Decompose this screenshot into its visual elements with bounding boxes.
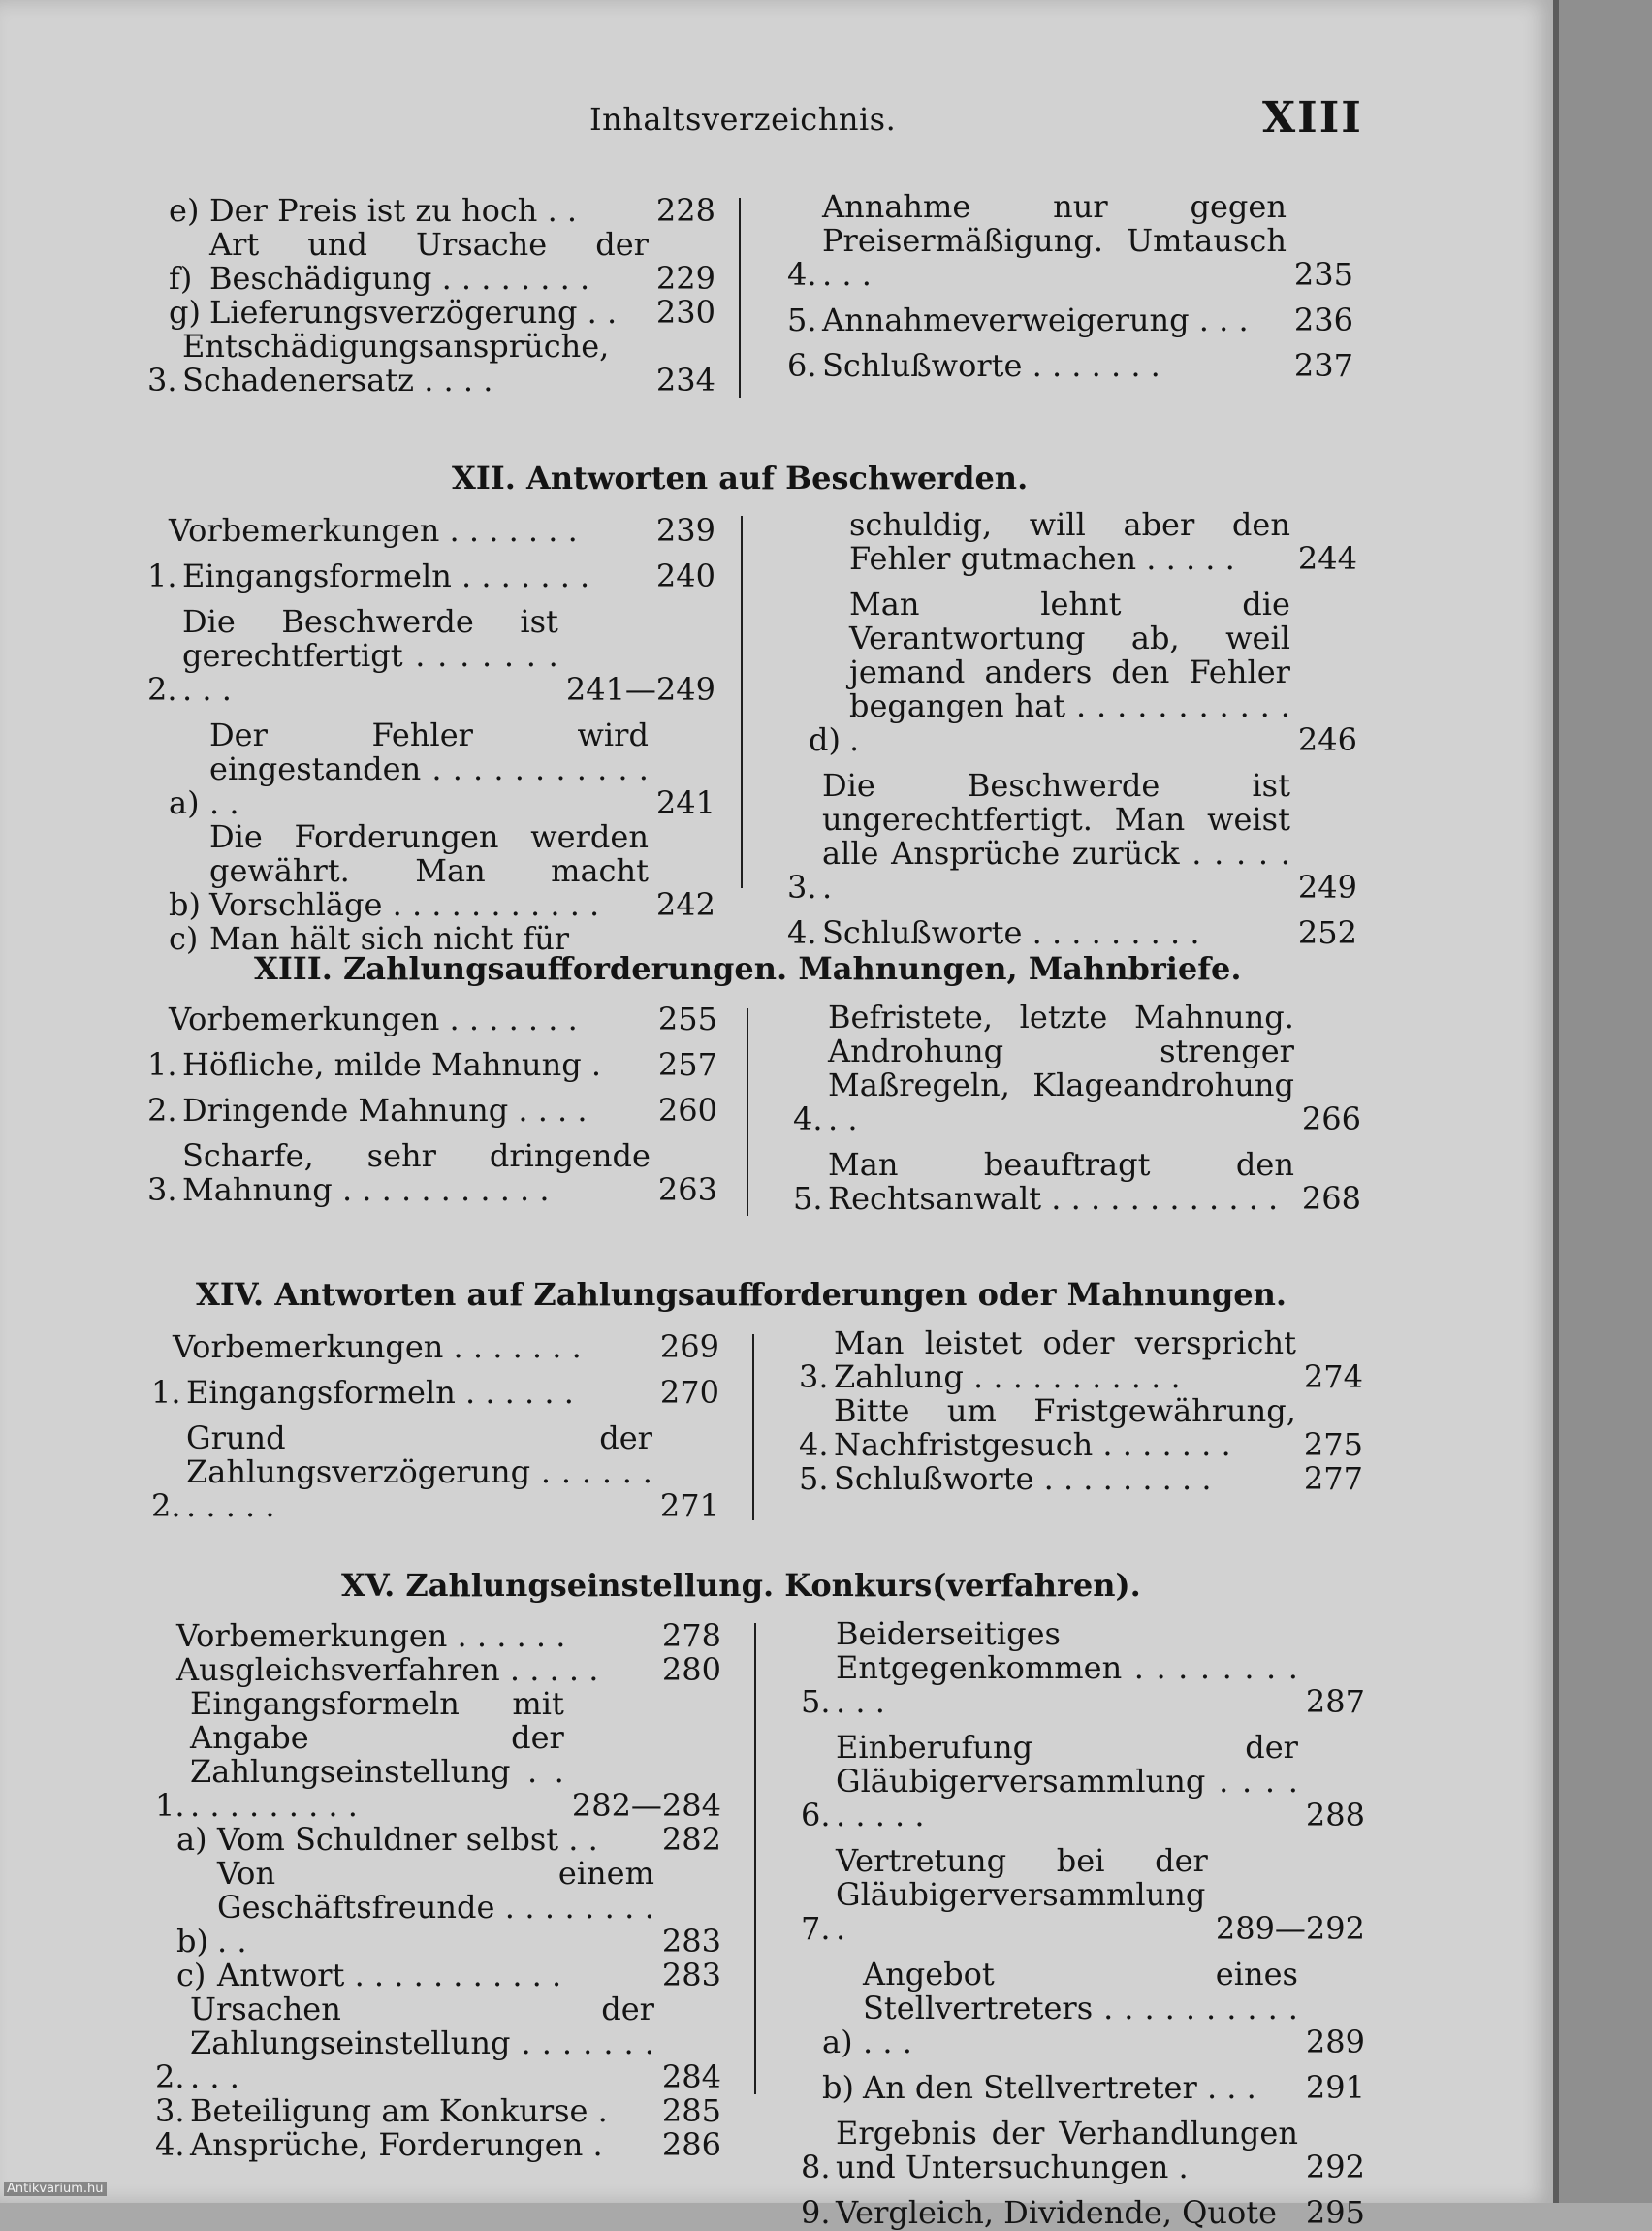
toc-entry: f) Art und Ursache der Beschädigung . . . . . . . . 229 <box>169 226 715 297</box>
toc-entry: 5. Man beauftragt den Rechtsanwalt . . . . . . . . . . . . 268 <box>793 1146 1361 1217</box>
section-xii-left-column <box>147 514 715 956</box>
column-divider <box>747 1008 748 1216</box>
page-number: XIII <box>1262 93 1363 143</box>
toc-entry: c) Antwort . . . . . . . . . . . 283 <box>176 1957 721 1993</box>
section-xv-left-column <box>155 1619 721 2162</box>
toc-entry: 4. Ansprüche, Forderungen . 286 <box>155 2126 721 2163</box>
toc-entry: 7. Vertretung bei der Gläubigerversammlung . 289—292 <box>801 1842 1365 1947</box>
section-heading-xv: XV. Zahlungseinstellung. Konkurs(verfahren). <box>341 1567 1141 1604</box>
toc-entry: 5. Annahmeverweigerung . . . 236 <box>787 302 1353 338</box>
section-xii-right-column <box>787 508 1357 950</box>
section-xv-right-column <box>801 1617 1365 2230</box>
column-divider <box>741 516 743 888</box>
toc-entry: b) Von einem Geschäftsfreunde . . . . . . . . . . 283 <box>176 1855 721 1960</box>
section-xiii-left-column <box>147 1003 717 1207</box>
section-heading-xii: XII. Antworten auf Beschwerden. <box>452 460 1029 496</box>
section-xiv-right-column <box>799 1326 1363 1496</box>
column-divider <box>752 1334 754 1520</box>
section-xiii-right-column <box>793 1001 1361 1216</box>
toc-entry: 5. Schlußworte . . . . . . . . . 277 <box>799 1460 1363 1497</box>
toc-entry: Vorbemerkungen . . . . . . . 255 <box>169 1001 717 1037</box>
section-xiv-left-column <box>151 1330 719 1523</box>
toc-entry: Vorbemerkungen . . . . . . . 269 <box>173 1328 719 1365</box>
toc-entry: 3. Die Beschwerde ist ungerechtfertigt. Man weist alle Ansprüche zurück . . . . . . 249 <box>787 767 1357 906</box>
toc-entry: b) Die Forderungen werden gewährt. Man macht Vorschläge . . . . . . . . . . . 242 <box>169 818 715 923</box>
toc-entry: a) Angebot eines Stellvertreters . . . . . . . . . . . . . 289 <box>822 1956 1365 2060</box>
toc-entry: 3. Beteiligung am Konkurse . 285 <box>155 2092 721 2129</box>
toc-entry: 1. Eingangsformeln . . . . . . 270 <box>151 1374 719 1411</box>
toc-entry: 4. Annahme nur gegen Preisermäßigung. Umtausch . . . 235 <box>787 188 1353 293</box>
toc-entry: 2. Dringende Mahnung . . . . 260 <box>147 1092 717 1129</box>
toc-entry: Ausgleichsverfahren . . . . . 280 <box>176 1651 721 1688</box>
toc-entry: 3. Man leistet oder verspricht Zahlung . . . . . . . . . . . 274 <box>799 1324 1363 1395</box>
section-heading-xiii: XIII. Zahlungsaufforderungen. Mahnungen, Mahnbriefe. <box>254 950 1242 987</box>
toc-entry: 2. Grund der Zahlungsverzögerung . . . . . . . . . . . 271 <box>151 1419 719 1524</box>
toc-entry: 1. Höfliche, milde Mahnung . 257 <box>147 1046 717 1083</box>
toc-entry: 1. Eingangsformeln mit Angabe der Zahlungseinstellung . . . . . . . . . . . 282—284 <box>155 1685 721 1824</box>
running-title: Inhaltsverzeichnis. <box>589 101 897 138</box>
toc-entry: 3. Scharfe, sehr dringende Mahnung . . . . . . . . . . . 263 <box>147 1137 717 1208</box>
toc-entry: a) Vom Schuldner selbst . . 282 <box>176 1821 721 1858</box>
column-divider <box>754 1623 756 2094</box>
toc-entry: schuldig, will aber den Fehler gutmachen . . . . . 244 <box>849 506 1357 577</box>
toc-entry: 2. Ursachen der Zahlungseinstellung . . . . . . . . . . 284 <box>155 1991 721 2095</box>
toc-entry: a) Der Fehler wird eingestanden . . . . . . . . . . . . . 241 <box>169 717 715 821</box>
toc-entry: 4. Bitte um Fristgewährung, Nachfristgesuch . . . . . . . 275 <box>799 1392 1363 1463</box>
toc-entry: d) Man lehnt die Verantwortung ab, weil jemand anders den Fehler begangen hat . . . . . . . . . . . . 246 <box>809 586 1357 758</box>
toc-entry: 8. Ergebnis der Verhandlungen und Untersuchungen . 292 <box>801 2115 1365 2185</box>
toc-entry: 3. Entschädigungsansprüche, Schadenersatz . . . . 234 <box>147 328 715 398</box>
toc-entry: 5. Beiderseitiges Entgegenkommen . . . . . . . . . . . 287 <box>801 1615 1365 1720</box>
section-heading-xiv: XIV. Antworten auf Zahlungsaufforderungen oder Mahnungen. <box>196 1276 1287 1313</box>
toc-entry: c) Man hält sich nicht für <box>169 920 570 957</box>
toc-entry: 9. Vergleich, Dividende, Quote 295 <box>801 2194 1365 2231</box>
toc-entry: 4. Befristete, letzte Mahnung. Androhung strenger Maßregeln, Klageandrohung . . 266 <box>793 999 1361 1137</box>
toc-entry: 6. Einberufung der Gläubigerversammlung . . . . . . . . . 288 <box>801 1729 1365 1833</box>
toc-entry: Vorbemerkungen . . . . . . . 239 <box>169 512 715 549</box>
toc-entry: 2. Die Beschwerde ist gerechtfertigt . . . . . . . . . . 241—249 <box>147 603 715 708</box>
toc-entry: b) An den Stellvertreter . . . 291 <box>822 2069 1365 2106</box>
toc-entry: 4. Schlußworte . . . . . . . . . 252 <box>787 914 1357 951</box>
column-divider <box>739 198 741 398</box>
watermark: Antikvarium.hu <box>4 2182 107 2196</box>
toc-entry: 6. Schlußworte . . . . . . . 237 <box>787 347 1353 384</box>
section-0-right-column <box>787 190 1353 383</box>
toc-entry: e) Der Preis ist zu hoch . . 228 <box>169 192 715 229</box>
toc-entry: Vorbemerkungen . . . . . . 278 <box>176 1617 721 1654</box>
toc-entry: 1. Eingangsformeln . . . . . . . 240 <box>147 558 715 594</box>
section-0-left-column <box>147 194 715 398</box>
toc-entry: g) Lieferungsverzögerung . . 230 <box>169 294 715 331</box>
page-edge <box>1553 0 1652 2203</box>
